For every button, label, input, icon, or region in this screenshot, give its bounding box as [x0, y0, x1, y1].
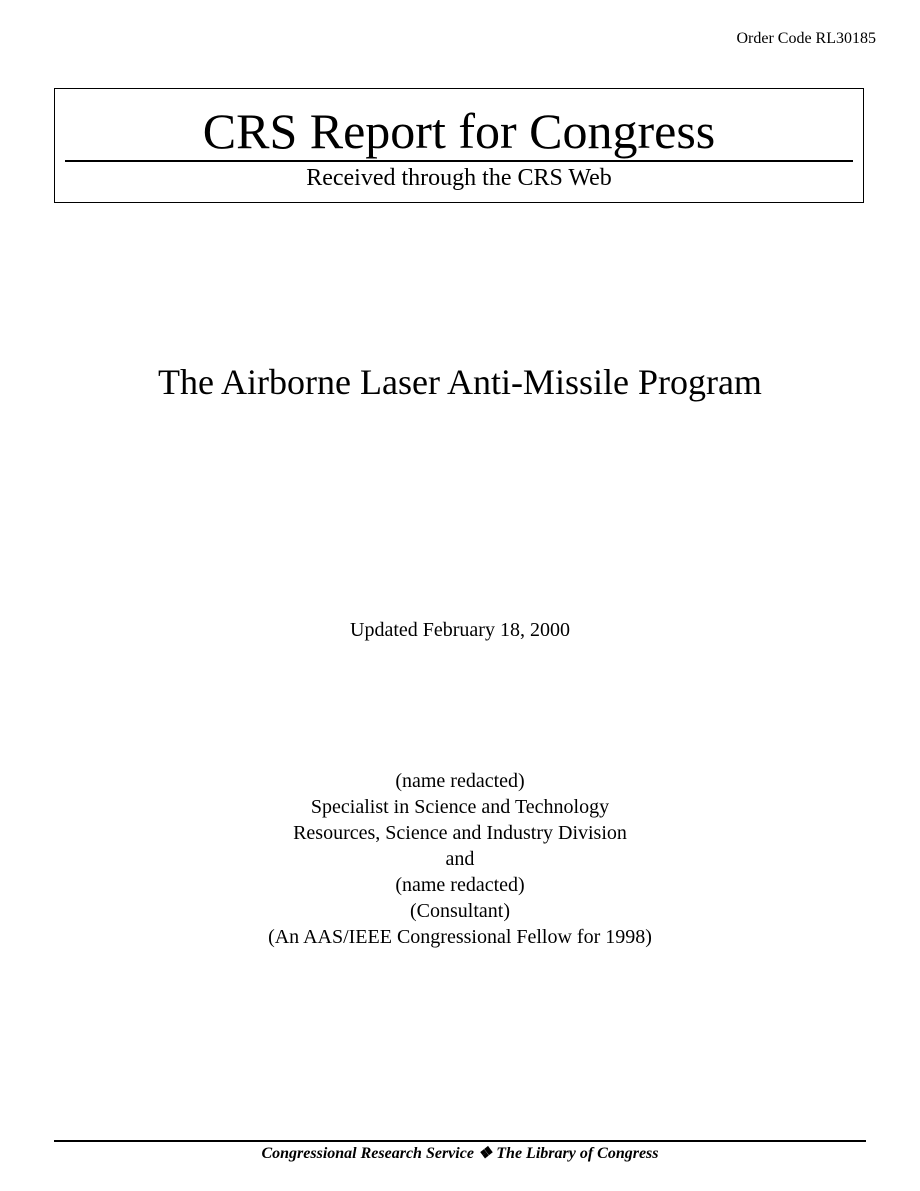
- author-block: [0, 768, 920, 950]
- author-line: Specialist in Science and Technology: [310, 796, 610, 818]
- report-header-subtitle: Received through the CRS Web: [306, 165, 612, 191]
- author-line: (An AAS/IEEE Congressional Fellow for 1998): [268, 926, 652, 948]
- report-header-box: [54, 88, 864, 203]
- report-header-title: CRS Report for Congress: [202, 103, 716, 159]
- order-code: Order Code RL30185: [736, 30, 876, 47]
- updated-date: Updated February 18, 2000: [350, 619, 570, 641]
- author-line: (Consultant): [410, 900, 510, 922]
- footer-divider: [54, 1140, 866, 1142]
- footer-text: Congressional Research Service ❖ The Library of Congress: [261, 1145, 659, 1162]
- author-line: (name redacted): [395, 770, 525, 792]
- author-line: and: [445, 848, 475, 870]
- report-title: The Airborne Laser Anti-Missile Program: [158, 362, 762, 402]
- author-line: (name redacted): [395, 874, 525, 896]
- author-line: Resources, Science and Industry Division: [293, 822, 627, 844]
- header-divider: [65, 160, 853, 162]
